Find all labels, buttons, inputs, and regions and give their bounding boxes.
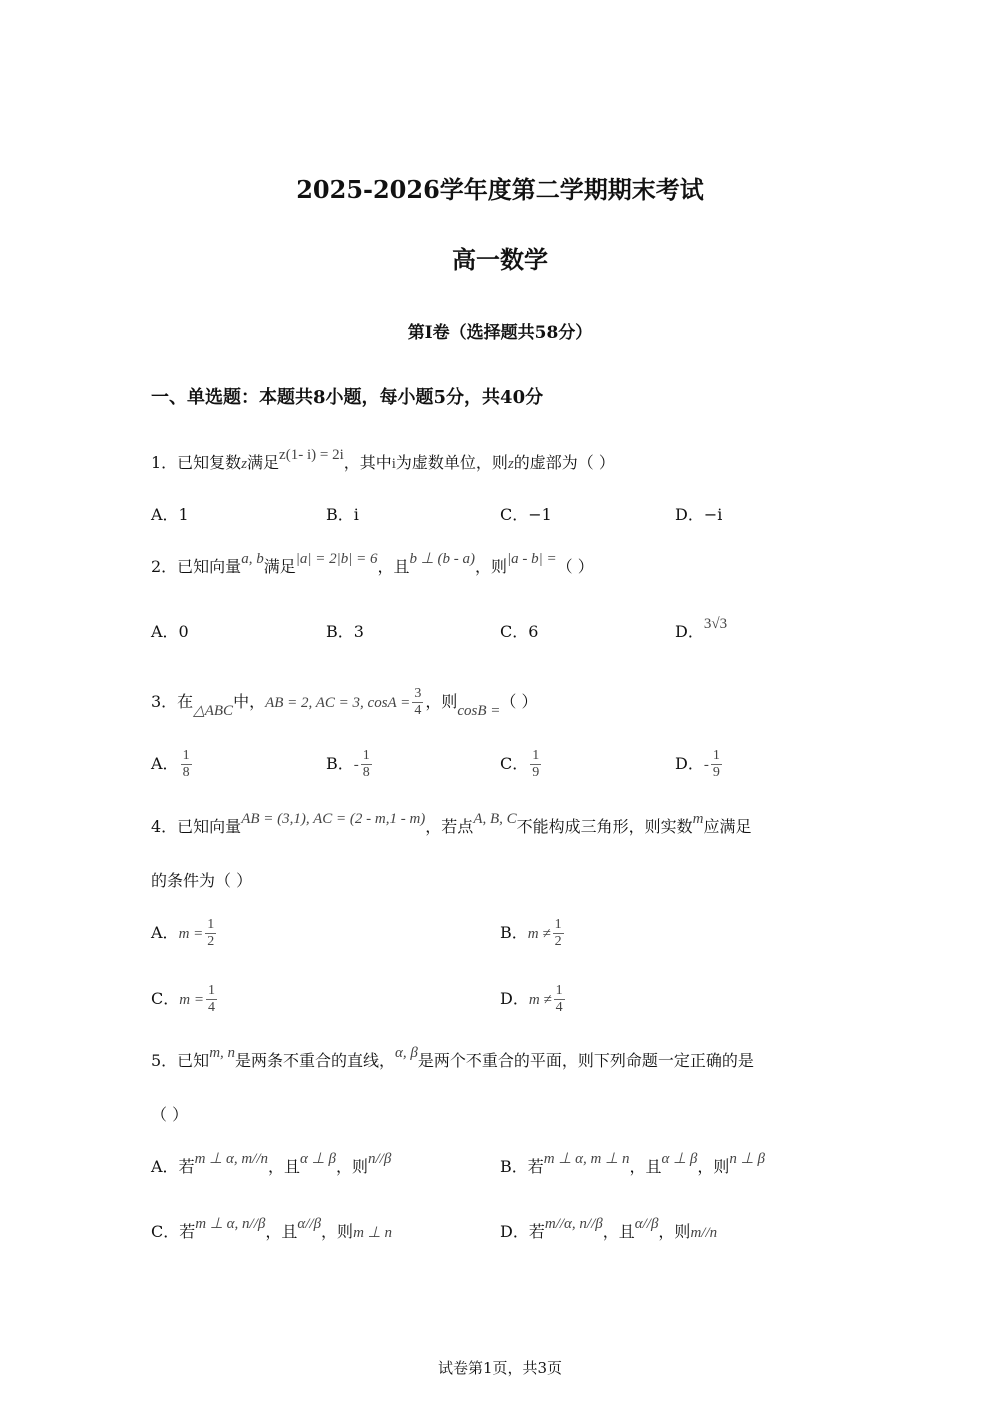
question-5: 5．已知m, n是两条不重合的直线，α, β是两个不重合的平面，则下列命题一定正确的是 xyxy=(151,1045,754,1070)
question-4-line-2: 的条件为（ ） xyxy=(151,871,253,890)
q5-option-d: D．若m//α, n//β，且α//β，则m//n xyxy=(500,1216,718,1241)
q4-option-d: D．m ≠ $\frac{1}{4}$ xyxy=(500,983,563,1015)
exam-title: 2025-2026学年度第二学期期末考试 xyxy=(296,175,704,204)
part-heading: 第I卷（选择题共58分） xyxy=(407,323,593,343)
page-footer: 试卷第1页，共3页 xyxy=(437,1359,563,1377)
q2-option-a: A．0 xyxy=(151,622,189,641)
q5-option-b: B．若m ⊥ α, m ⊥ n，且α ⊥ β，则n ⊥ β xyxy=(500,1151,765,1176)
q5-option-a: A．若m ⊥ α, m//n，且α ⊥ β，则n//β xyxy=(151,1151,392,1176)
q3-option-d: D．- $\frac{1}{9}$ xyxy=(675,748,720,780)
q3-option-c: C． $\frac{1}{9}$ xyxy=(500,748,540,780)
q4-option-b: B．m ≠ $\frac{1}{2}$ xyxy=(500,917,562,949)
q2-option-d: D．3√3 xyxy=(675,616,728,641)
question-5-line-2: （ ） xyxy=(151,1105,189,1124)
q4-option-a: A．m = $\frac{1}{2}$ xyxy=(151,917,215,949)
q2-option-b: B．3 xyxy=(326,622,364,641)
question-4: 4．已知向量AB = (3,1), AC = (2 - m,1 - m)，若点A, B, C不能构成三角形，则实数m应满足 xyxy=(151,811,752,836)
q2-option-c: C．6 xyxy=(500,622,539,641)
question-2: 2．已知向量a, b满足|a| = 2|b| = 6，且b ⊥ (b - a)，则|a - b| =（ ） xyxy=(151,551,594,576)
question-1: 1．已知复数z满足z(1- i) = 2i，其中i为虚数单位，则z的虚部为（ ） xyxy=(151,447,615,472)
q1-option-b: B．i xyxy=(326,505,359,524)
q1-option-c: C．−1 xyxy=(500,505,552,524)
q1-option-a: A．1 xyxy=(151,505,189,524)
q5-option-c: C．若m ⊥ α, n//β，且α//β，则m ⊥ n xyxy=(151,1216,392,1241)
q1-option-d: D．−i xyxy=(675,505,723,524)
q3-option-b: B．- $\frac{1}{8}$ xyxy=(326,748,370,780)
question-3: 3．在△ABC中，AB = 2, AC = 3, cosA = $\frac{3}{4}$ ，则cosB =（ ） xyxy=(151,686,538,719)
subject-title: 高一数学 xyxy=(452,245,548,274)
q4-option-c: C．m = $\frac{1}{4}$ xyxy=(151,983,215,1015)
q3-option-a: A． $\frac{1}{8}$ xyxy=(151,748,190,780)
section-heading: 一、单选题：本题共8小题，每小题5分，共40分 xyxy=(151,387,544,408)
